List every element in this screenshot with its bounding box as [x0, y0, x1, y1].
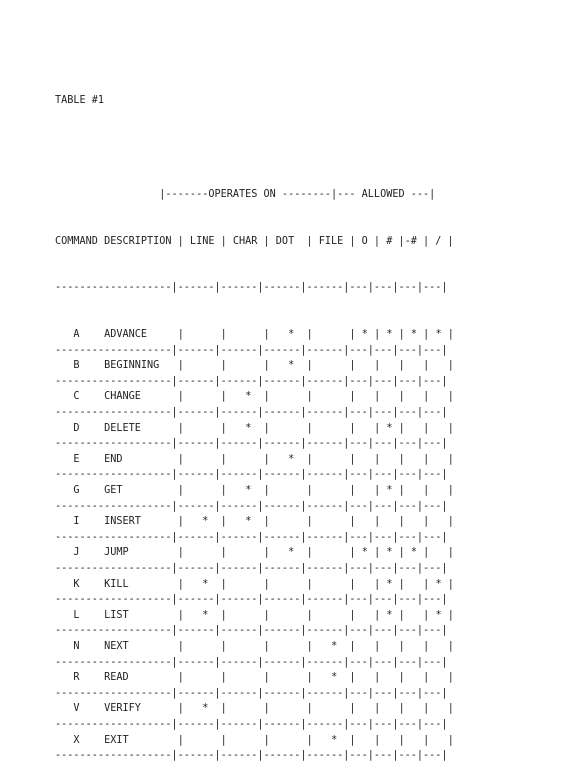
table-rule: | [294, 609, 332, 621]
table-rule: | [337, 547, 362, 559]
table-rule: | [392, 422, 411, 434]
table-rule [55, 454, 73, 465]
table-rule: | [208, 640, 246, 652]
table-rule: | [367, 391, 387, 403]
cell-line: * [202, 703, 209, 715]
table-rule [80, 610, 105, 621]
cell-o: * [361, 329, 368, 341]
table-rule: | [251, 672, 289, 684]
table-rule: | [367, 329, 387, 341]
table-rule: | [294, 422, 332, 434]
table-rule: | [441, 391, 454, 403]
table-rule [80, 547, 105, 558]
table-rule: | [441, 422, 454, 434]
table-rule: | [337, 516, 362, 528]
table-rule [55, 641, 73, 652]
table-rule: | [337, 391, 362, 403]
table-rule: | [251, 547, 289, 559]
cell-dot: * [288, 360, 295, 372]
command-letter: D [73, 422, 80, 434]
table-rule [55, 672, 73, 683]
table-rule [55, 547, 73, 558]
table-rule: | [208, 329, 246, 341]
command-description: ADVANCE [104, 329, 178, 341]
table-header-groups: |-------OPERATES ON --------|--- ALLOWED ---| [55, 188, 436, 200]
table-rule: | [208, 391, 246, 403]
table-rule: | [417, 485, 436, 497]
table-rule [55, 391, 73, 402]
table-rule: | [337, 422, 362, 434]
table-row [55, 608, 454, 624]
table-rule: | [367, 640, 387, 652]
table-rule: | [441, 640, 454, 652]
command-description: INSERT [104, 516, 178, 528]
table-rule [80, 703, 105, 714]
table-rule: | [294, 640, 332, 652]
table-rule: | [337, 640, 362, 652]
table-rule: | [208, 547, 246, 559]
table-rule: | [337, 672, 362, 684]
table-rule [80, 391, 105, 402]
table-rule: | [337, 485, 362, 497]
table-rule [55, 703, 73, 714]
table-rule: | [208, 703, 246, 715]
table-row [55, 358, 454, 374]
table-rule: | [441, 609, 454, 621]
cell-char: * [245, 391, 252, 403]
table-rule: | [367, 422, 387, 434]
table-rule: | [417, 578, 436, 590]
table-rule [55, 516, 73, 527]
table-rule: | [177, 516, 203, 528]
command-letter: E [73, 453, 80, 465]
table-rule [80, 516, 105, 527]
cell-neghash: * [410, 329, 418, 341]
table-body [55, 327, 454, 764]
command-description: KILL [104, 578, 178, 590]
command-description: END [104, 453, 178, 465]
table-rule: | [367, 672, 387, 684]
table-rule: | [208, 453, 246, 465]
command-description: GET [104, 485, 178, 497]
table-row [55, 514, 454, 530]
table-rule: | [392, 640, 411, 652]
table-rule: | [177, 734, 203, 746]
cell-char: * [245, 422, 252, 434]
table-rule: | [367, 734, 387, 746]
table-rule: | [392, 672, 411, 684]
table-rule: | [294, 578, 332, 590]
table-rule: | [367, 703, 387, 715]
table-rule: | [417, 391, 436, 403]
table-rule [80, 423, 105, 434]
header-separator: -------------------|------|------|------|------|---|---|---|---| [55, 282, 448, 294]
table-rule: | [251, 609, 289, 621]
table-rule [80, 485, 105, 496]
row-separator: -------------------|------|------|------|------|---|---|---|---| [55, 687, 448, 699]
row-separator: -------------------|------|------|------|------|---|---|---|---| [55, 500, 448, 512]
table-rule: | [177, 360, 203, 372]
table-rule: | [392, 578, 411, 590]
table-rule [80, 579, 105, 590]
table-rule: | [294, 329, 332, 341]
table-rule: | [251, 516, 289, 528]
row-separator: -------------------|------|------|------|------|---|---|---|---| [55, 750, 448, 762]
table-rule: | [337, 703, 362, 715]
command-letter: G [73, 485, 80, 497]
command-letter: X [73, 734, 80, 746]
table-rule: | [208, 578, 246, 590]
cell-hash: * [386, 578, 393, 590]
cell-file: * [331, 734, 338, 746]
table-rule: | [441, 734, 454, 746]
table-rule: | [177, 703, 203, 715]
cell-hash: * [386, 485, 393, 497]
table-rule [55, 610, 73, 621]
table-rule: | [251, 485, 289, 497]
command-description: JUMP [104, 547, 178, 559]
cell-hash: * [386, 329, 393, 341]
table-rule: | [294, 485, 332, 497]
cell-slash: * [435, 578, 442, 590]
cell-file: * [331, 640, 338, 652]
table-row [55, 483, 454, 499]
command-letter: B [73, 360, 80, 372]
table-rule: | [392, 516, 411, 528]
table-rule: | [251, 422, 289, 434]
cell-line: * [202, 578, 209, 590]
table-rule: | [177, 391, 203, 403]
table-rule: | [441, 329, 454, 341]
row-separator: -------------------|------|------|------|------|---|---|---|---| [55, 407, 448, 419]
row-separator: -------------------|------|------|------|------|---|---|---|---| [55, 375, 448, 387]
table-rule [80, 329, 105, 340]
command-description: VERIFY [104, 703, 178, 715]
table-rule: | [337, 578, 362, 590]
table-rule: | [417, 422, 436, 434]
table-rule: | [294, 547, 332, 559]
command-letter: N [73, 640, 80, 652]
table-rule: | [441, 547, 454, 559]
table-title: TABLE #1 [55, 95, 105, 107]
row-separator: -------------------|------|------|------|------|---|---|---|---| [55, 563, 448, 574]
table-rule: | [251, 734, 289, 746]
row-separator: -------------------|------|------|------|------|---|---|---|---| [55, 531, 448, 543]
table-rule [80, 454, 105, 465]
table-rule: | [294, 360, 332, 372]
table-rule: | [441, 360, 454, 372]
table-rule: | [392, 547, 411, 559]
command-description: LIST [104, 609, 178, 621]
table-rule: | [367, 547, 387, 559]
table-rule: | [392, 485, 411, 497]
table-rule: | [417, 360, 436, 372]
cell-dot: * [288, 329, 295, 341]
cell-line: * [202, 516, 209, 528]
table-rule [55, 329, 73, 340]
table-row [55, 733, 454, 749]
table-row [55, 639, 454, 655]
table-row [55, 421, 454, 437]
row-separator: -------------------|------|------|------|------|---|---|---|---| [55, 594, 448, 606]
table-rule: | [251, 703, 289, 715]
table-rule: | [441, 485, 454, 497]
table-rule: | [251, 453, 289, 465]
table-rule: | [417, 703, 436, 715]
table-rule: | [177, 453, 203, 465]
cell-dot: * [288, 453, 295, 465]
command-letter: A [73, 329, 80, 341]
table-rule: | [337, 734, 362, 746]
row-separator: -------------------|------|------|------|------|---|---|---|---| [55, 438, 448, 450]
spacer-line [55, 140, 454, 156]
table-rule: | [177, 578, 203, 590]
table-rule: | [294, 734, 332, 746]
command-letter: J [73, 547, 80, 559]
table-rule: | [392, 703, 411, 715]
table-rule: | [417, 329, 436, 341]
table-rule: | [417, 516, 436, 528]
table-row [55, 670, 454, 686]
table-rule: | [294, 391, 332, 403]
table-rule: | [294, 672, 332, 684]
table-rule [80, 672, 105, 683]
cell-hash: * [386, 422, 393, 434]
table-rule: | [251, 640, 289, 652]
table-rule: | [417, 453, 436, 465]
command-description: READ [104, 672, 178, 684]
table-rule: | [208, 485, 246, 497]
table-rule: | [251, 329, 289, 341]
table-rule: | [177, 672, 203, 684]
table-rule: | [392, 329, 411, 341]
row-separator: -------------------|------|------|------|------|---|---|---|---| [55, 469, 448, 481]
row-separator: -------------------|------|------|------|------|---|---|---|---| [55, 718, 448, 730]
command-description: DELETE [104, 422, 178, 434]
table-rule: | [177, 547, 203, 559]
table-rule: | [208, 516, 246, 528]
table-row [55, 701, 454, 717]
command-description: NEXT [104, 640, 178, 652]
cell-char: * [245, 485, 252, 497]
table-rule: | [177, 329, 203, 341]
table-rule: | [392, 453, 411, 465]
table-rule: | [177, 609, 203, 621]
cell-dot: * [288, 547, 295, 559]
table-rule: | [251, 391, 289, 403]
table-rule: | [392, 734, 411, 746]
table-rule [55, 423, 73, 434]
row-separator: -------------------|------|------|------|------|---|---|---|---| [55, 344, 448, 356]
table-row [55, 452, 454, 468]
command-description: EXIT [104, 734, 178, 746]
command-letter: I [73, 516, 80, 528]
table-rule [55, 735, 73, 746]
table-rule: | [441, 516, 454, 528]
document-body [55, 62, 454, 779]
table-rule: | [367, 485, 387, 497]
cell-slash: * [435, 609, 442, 621]
table-rule: | [417, 672, 436, 684]
cell-line: * [202, 609, 209, 621]
table-rule: | [208, 734, 246, 746]
table-rule: | [417, 640, 436, 652]
row-separator: -------------------|------|------|------|------|---|---|---|---| [55, 625, 448, 637]
table-row [55, 389, 454, 405]
table-rule: | [367, 453, 387, 465]
table-rule: | [441, 453, 454, 465]
command-letter: K [73, 578, 80, 590]
table-row [55, 327, 454, 343]
table-rule: | [392, 360, 411, 372]
table-rule: | [367, 360, 387, 372]
table-rule: | [417, 547, 436, 559]
table-rule: | [208, 672, 246, 684]
table-rule: | [392, 391, 411, 403]
command-letter: L [73, 609, 80, 621]
table-rule: | [294, 516, 332, 528]
table-rule [80, 735, 105, 746]
table-rule: | [251, 578, 289, 590]
table-rule: | [294, 453, 332, 465]
cell-slash: * [435, 329, 442, 341]
table-rule: | [417, 609, 436, 621]
table-rule: | [208, 360, 246, 372]
table-rule: | [367, 578, 387, 590]
command-letter: R [73, 672, 80, 684]
cell-char: * [245, 516, 252, 528]
row-separator: -------------------|------|------|------|------|---|---|---|---| [55, 656, 448, 668]
table-rule: | [441, 672, 454, 684]
table-rule: | [208, 422, 246, 434]
table-rule [55, 360, 73, 371]
table-rule: | [337, 329, 362, 341]
table-row [55, 577, 454, 593]
table-rule [80, 641, 105, 652]
table-rule: | [417, 734, 436, 746]
table-rule: | [367, 609, 387, 621]
table-rule: | [177, 485, 203, 497]
cell-neghash: * [410, 547, 418, 559]
table-rule: | [392, 609, 411, 621]
command-letter: V [73, 703, 80, 715]
table-rule: | [294, 703, 332, 715]
command-description: BEGINNING [104, 360, 178, 372]
table-rule: | [367, 516, 387, 528]
table-rule: | [337, 360, 362, 372]
table-rule: | [441, 703, 454, 715]
table-header-columns: COMMAND DESCRIPTION | LINE | CHAR | DOT | FILE | O | # |-# | / | [55, 235, 454, 247]
table-rule: | [337, 453, 362, 465]
table-row [55, 545, 454, 561]
table-rule [55, 579, 73, 590]
table-rule: | [251, 360, 289, 372]
table-rule: | [177, 640, 203, 652]
table-rule: | [441, 578, 454, 590]
cell-file: * [331, 672, 338, 684]
cell-o: * [361, 547, 368, 559]
table-rule [55, 485, 73, 496]
table-rule: | [337, 609, 362, 621]
cell-hash: * [386, 547, 393, 559]
command-letter: C [73, 391, 80, 403]
table-rule [80, 360, 105, 371]
table-rule: | [208, 609, 246, 621]
table-rule: | [177, 422, 203, 434]
cell-hash: * [386, 609, 393, 621]
command-description: CHANGE [104, 391, 178, 403]
